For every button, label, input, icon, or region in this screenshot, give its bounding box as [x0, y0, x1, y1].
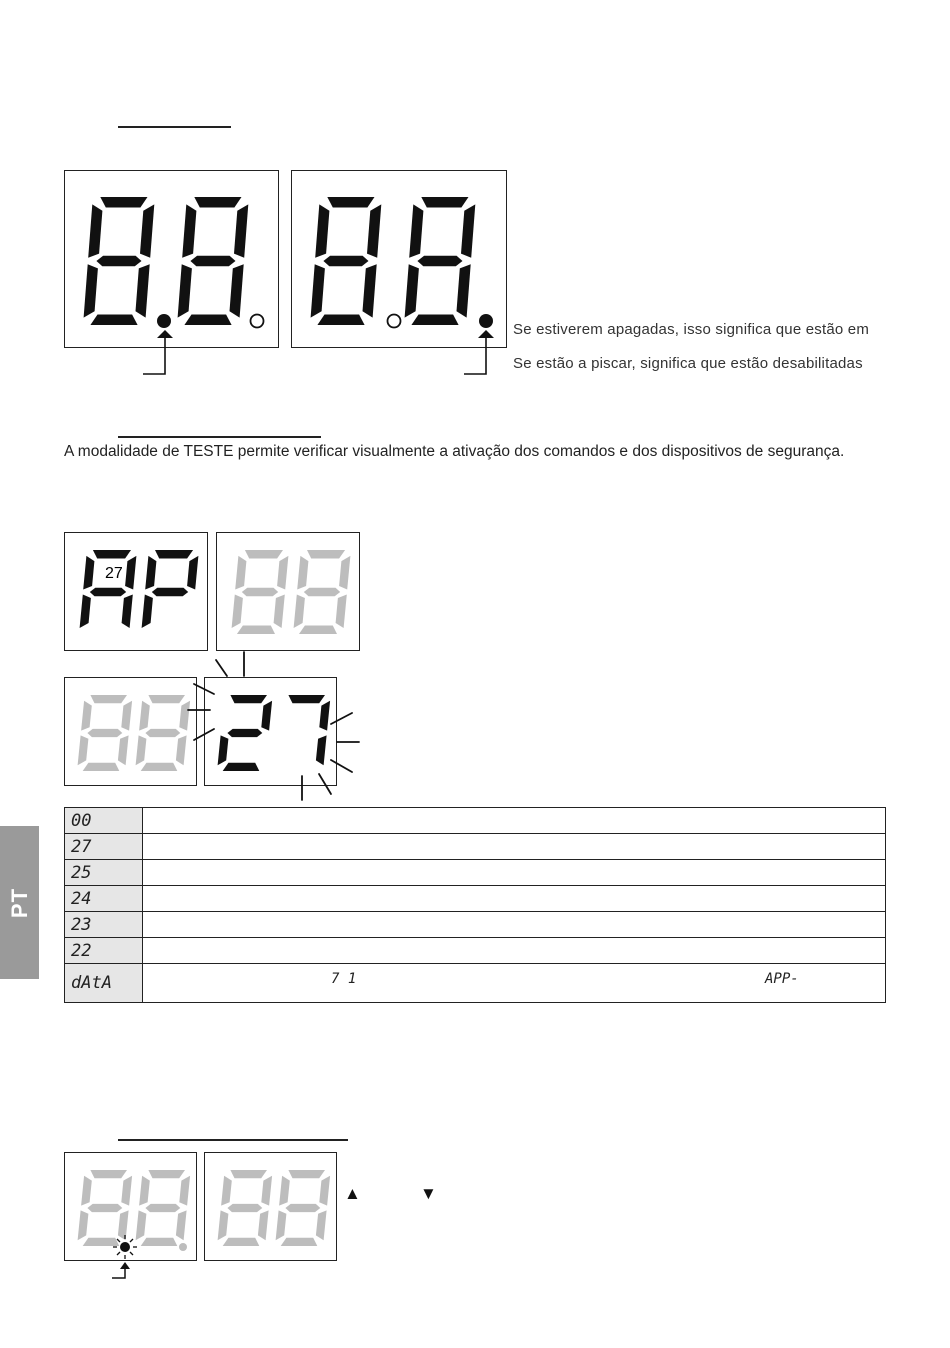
- test-code-table: [64, 807, 886, 1003]
- desc-cell: [143, 808, 886, 834]
- segment-a: [288, 1170, 325, 1178]
- dot-off: [179, 1243, 187, 1251]
- up-arrow-icon: ▲: [344, 1184, 361, 1203]
- dot-blinking: [120, 1242, 130, 1252]
- code-cell: 27: [65, 834, 143, 860]
- table-row: [65, 912, 886, 938]
- segment-a: [230, 1170, 267, 1178]
- table-row: [65, 886, 886, 912]
- code-cell: dAtA: [65, 964, 143, 1003]
- segment-f: [139, 1176, 150, 1206]
- segment-a: [90, 1170, 127, 1178]
- segment-g: [87, 1204, 122, 1212]
- segment-b: [319, 1176, 330, 1206]
- desc-cell: [143, 938, 886, 964]
- desc-cell: [143, 912, 886, 938]
- segment-c: [316, 1210, 327, 1240]
- language-tab-label: PT: [6, 887, 32, 918]
- segment-g: [145, 1204, 180, 1212]
- segment-c: [258, 1210, 269, 1240]
- callout-arrow-bottom: [0, 1260, 200, 1290]
- language-tab: [0, 826, 39, 979]
- table-row: [65, 808, 886, 834]
- seg-off-bottom-right: [205, 1153, 338, 1262]
- segment-e: [276, 1210, 287, 1240]
- segment-d: [83, 1238, 120, 1246]
- segment-b: [179, 1176, 190, 1206]
- display-bottom-right: [204, 1152, 337, 1261]
- down-arrow-icon: ▼: [420, 1184, 437, 1203]
- segment-g: [285, 1204, 320, 1212]
- segment-f: [279, 1176, 290, 1206]
- table-row: [65, 938, 886, 964]
- table-row: [65, 964, 886, 1003]
- inline-code-app: APP-: [765, 971, 799, 987]
- segment-e: [78, 1210, 89, 1240]
- segment-d: [141, 1238, 178, 1246]
- seg-off-bottom-left: [65, 1153, 198, 1262]
- inline-code-71: 7 1: [331, 971, 357, 987]
- desc-cell: [143, 860, 886, 886]
- code-cell: 23: [65, 912, 143, 938]
- segment-c: [118, 1210, 129, 1240]
- segment-e: [218, 1210, 229, 1240]
- segment-f: [81, 1176, 92, 1206]
- segment-a: [148, 1170, 185, 1178]
- test-mode-intro: A modalidade de TESTE permite verificar visualmente a ativação dos comandos e dos dispositivos de segurança.: [64, 443, 845, 460]
- desc-cell: [143, 886, 886, 912]
- code-cell: 24: [65, 886, 143, 912]
- code-cell: 22: [65, 938, 143, 964]
- desc-cell: [143, 834, 886, 860]
- code-cell: 00: [65, 808, 143, 834]
- segment-b: [121, 1176, 132, 1206]
- table-row: [65, 860, 886, 886]
- code-cell: 25: [65, 860, 143, 886]
- table-row: [65, 834, 886, 860]
- section-rule-3: [118, 1139, 348, 1141]
- segment-b: [261, 1176, 272, 1206]
- segment-d: [281, 1238, 318, 1246]
- segment-e: [136, 1210, 147, 1240]
- segment-c: [176, 1210, 187, 1240]
- svg-text:27: 27: [105, 565, 123, 582]
- segment-f: [221, 1176, 232, 1206]
- segment-d: [223, 1238, 260, 1246]
- segment-g: [227, 1204, 262, 1212]
- display-bottom-left: [64, 1152, 197, 1261]
- note-off: Se estiverem apagadas, isso significa que estão em: [513, 321, 870, 338]
- desc-cell: [143, 964, 886, 1003]
- note-blinking: Se estão a piscar, significa que estão desabilitadas: [513, 355, 863, 372]
